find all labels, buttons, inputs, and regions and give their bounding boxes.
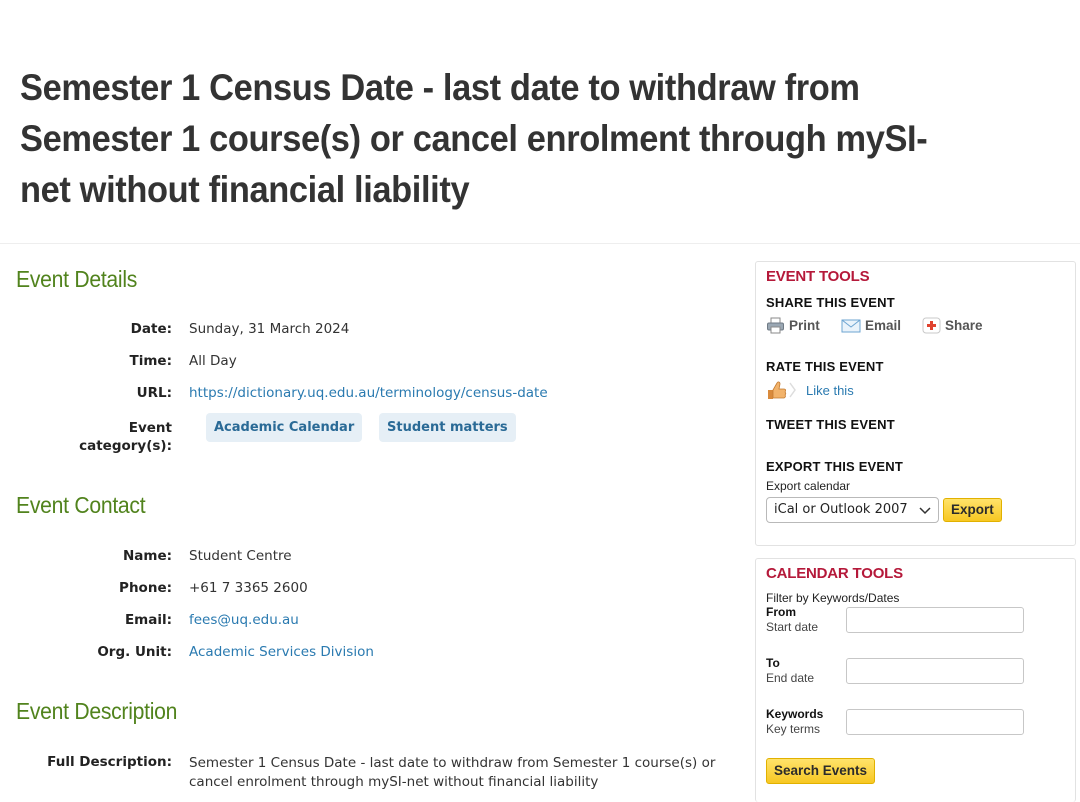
keywords-input[interactable] xyxy=(846,709,1024,735)
share-button[interactable] xyxy=(922,316,983,334)
date-value: Sunday, 31 March 2024 xyxy=(189,321,350,337)
export-format-value: iCal or Outlook 2007 xyxy=(774,502,908,517)
category-label xyxy=(79,419,172,455)
event-description-heading: Event Description xyxy=(16,698,178,724)
search-events-button[interactable]: Search Events xyxy=(766,758,875,784)
time-value: All Day xyxy=(189,353,237,369)
keywords-label: Keywords xyxy=(766,707,824,721)
title-divider xyxy=(0,243,1080,244)
name-label: Name: xyxy=(122,548,172,564)
date-label: Date: xyxy=(130,321,172,337)
to-label: To xyxy=(766,656,780,670)
print-button[interactable] xyxy=(766,316,820,334)
like-button[interactable] xyxy=(766,379,854,401)
calendar-tools-panel xyxy=(755,558,1076,802)
printer-icon xyxy=(766,317,785,334)
share-label: Share xyxy=(945,317,983,333)
org-unit-link[interactable]: Academic Services Division xyxy=(189,644,374,660)
category-academic-calendar[interactable]: Academic Calendar xyxy=(206,413,362,442)
url-label: URL: xyxy=(136,385,172,401)
contact-name-value: Student Centre xyxy=(189,548,292,564)
full-description-label: Full Description: xyxy=(47,754,172,770)
contact-phone-value: +61 7 3365 2600 xyxy=(189,580,308,596)
calendar-tools-title: CALENDAR TOOLS xyxy=(766,565,903,582)
export-button[interactable]: Export xyxy=(943,498,1002,522)
export-event-heading: EXPORT THIS EVENT xyxy=(766,459,904,474)
rate-event-heading: RATE THIS EVENT xyxy=(766,359,884,374)
from-hint: Start date xyxy=(766,620,819,634)
org-unit-label: Org. Unit: xyxy=(97,644,172,660)
export-format-select[interactable] xyxy=(766,497,939,523)
category-label-line-1: Event xyxy=(128,420,172,436)
tweet-event-heading: TWEET THIS EVENT xyxy=(766,417,895,432)
share-event-heading: SHARE THIS EVENT xyxy=(766,295,895,310)
event-tools-panel xyxy=(755,261,1076,546)
email-event-button[interactable] xyxy=(841,316,901,334)
envelope-icon xyxy=(841,318,861,333)
chevron-down-icon xyxy=(918,501,932,519)
contact-email-link[interactable]: fees@uq.edu.au xyxy=(189,612,299,628)
event-details-heading: Event Details xyxy=(16,266,138,292)
full-description-value: Semester 1 Census Date - last date to withdraw from Semester 1 course(s) or cancel enrolment through mySI-net without financial liability xyxy=(189,755,716,790)
phone-label: Phone: xyxy=(119,580,172,596)
category-student-matters[interactable]: Student matters xyxy=(379,413,516,442)
like-label: Like this xyxy=(806,382,854,398)
end-date-input[interactable] xyxy=(846,658,1024,684)
keywords-hint: Key terms xyxy=(766,722,821,736)
event-tools-title: EVENT TOOLS xyxy=(766,268,870,285)
email-label: Email: xyxy=(124,612,172,628)
page-title: Semester 1 Census Date - last date to withdraw from Semester 1 course(s) or cancel enrolment through mySI-net without financial liability xyxy=(20,67,928,210)
export-calendar-caption: Export calendar xyxy=(766,479,851,493)
category-label-line-2: category(s): xyxy=(79,438,172,454)
event-url-link[interactable]: https://dictionary.uq.edu.au/terminology/census-date xyxy=(189,385,548,401)
email-event-label: Email xyxy=(865,317,902,333)
to-hint: End date xyxy=(766,671,815,685)
filter-caption: Filter by Keywords/Dates xyxy=(766,591,900,605)
time-label: Time: xyxy=(129,353,172,369)
thumbs-up-icon xyxy=(766,379,800,401)
event-contact-heading: Event Contact xyxy=(16,492,146,518)
start-date-input[interactable] xyxy=(846,607,1024,633)
print-label: Print xyxy=(789,317,820,333)
share-plus-icon xyxy=(922,316,941,334)
from-label: From xyxy=(766,605,796,619)
